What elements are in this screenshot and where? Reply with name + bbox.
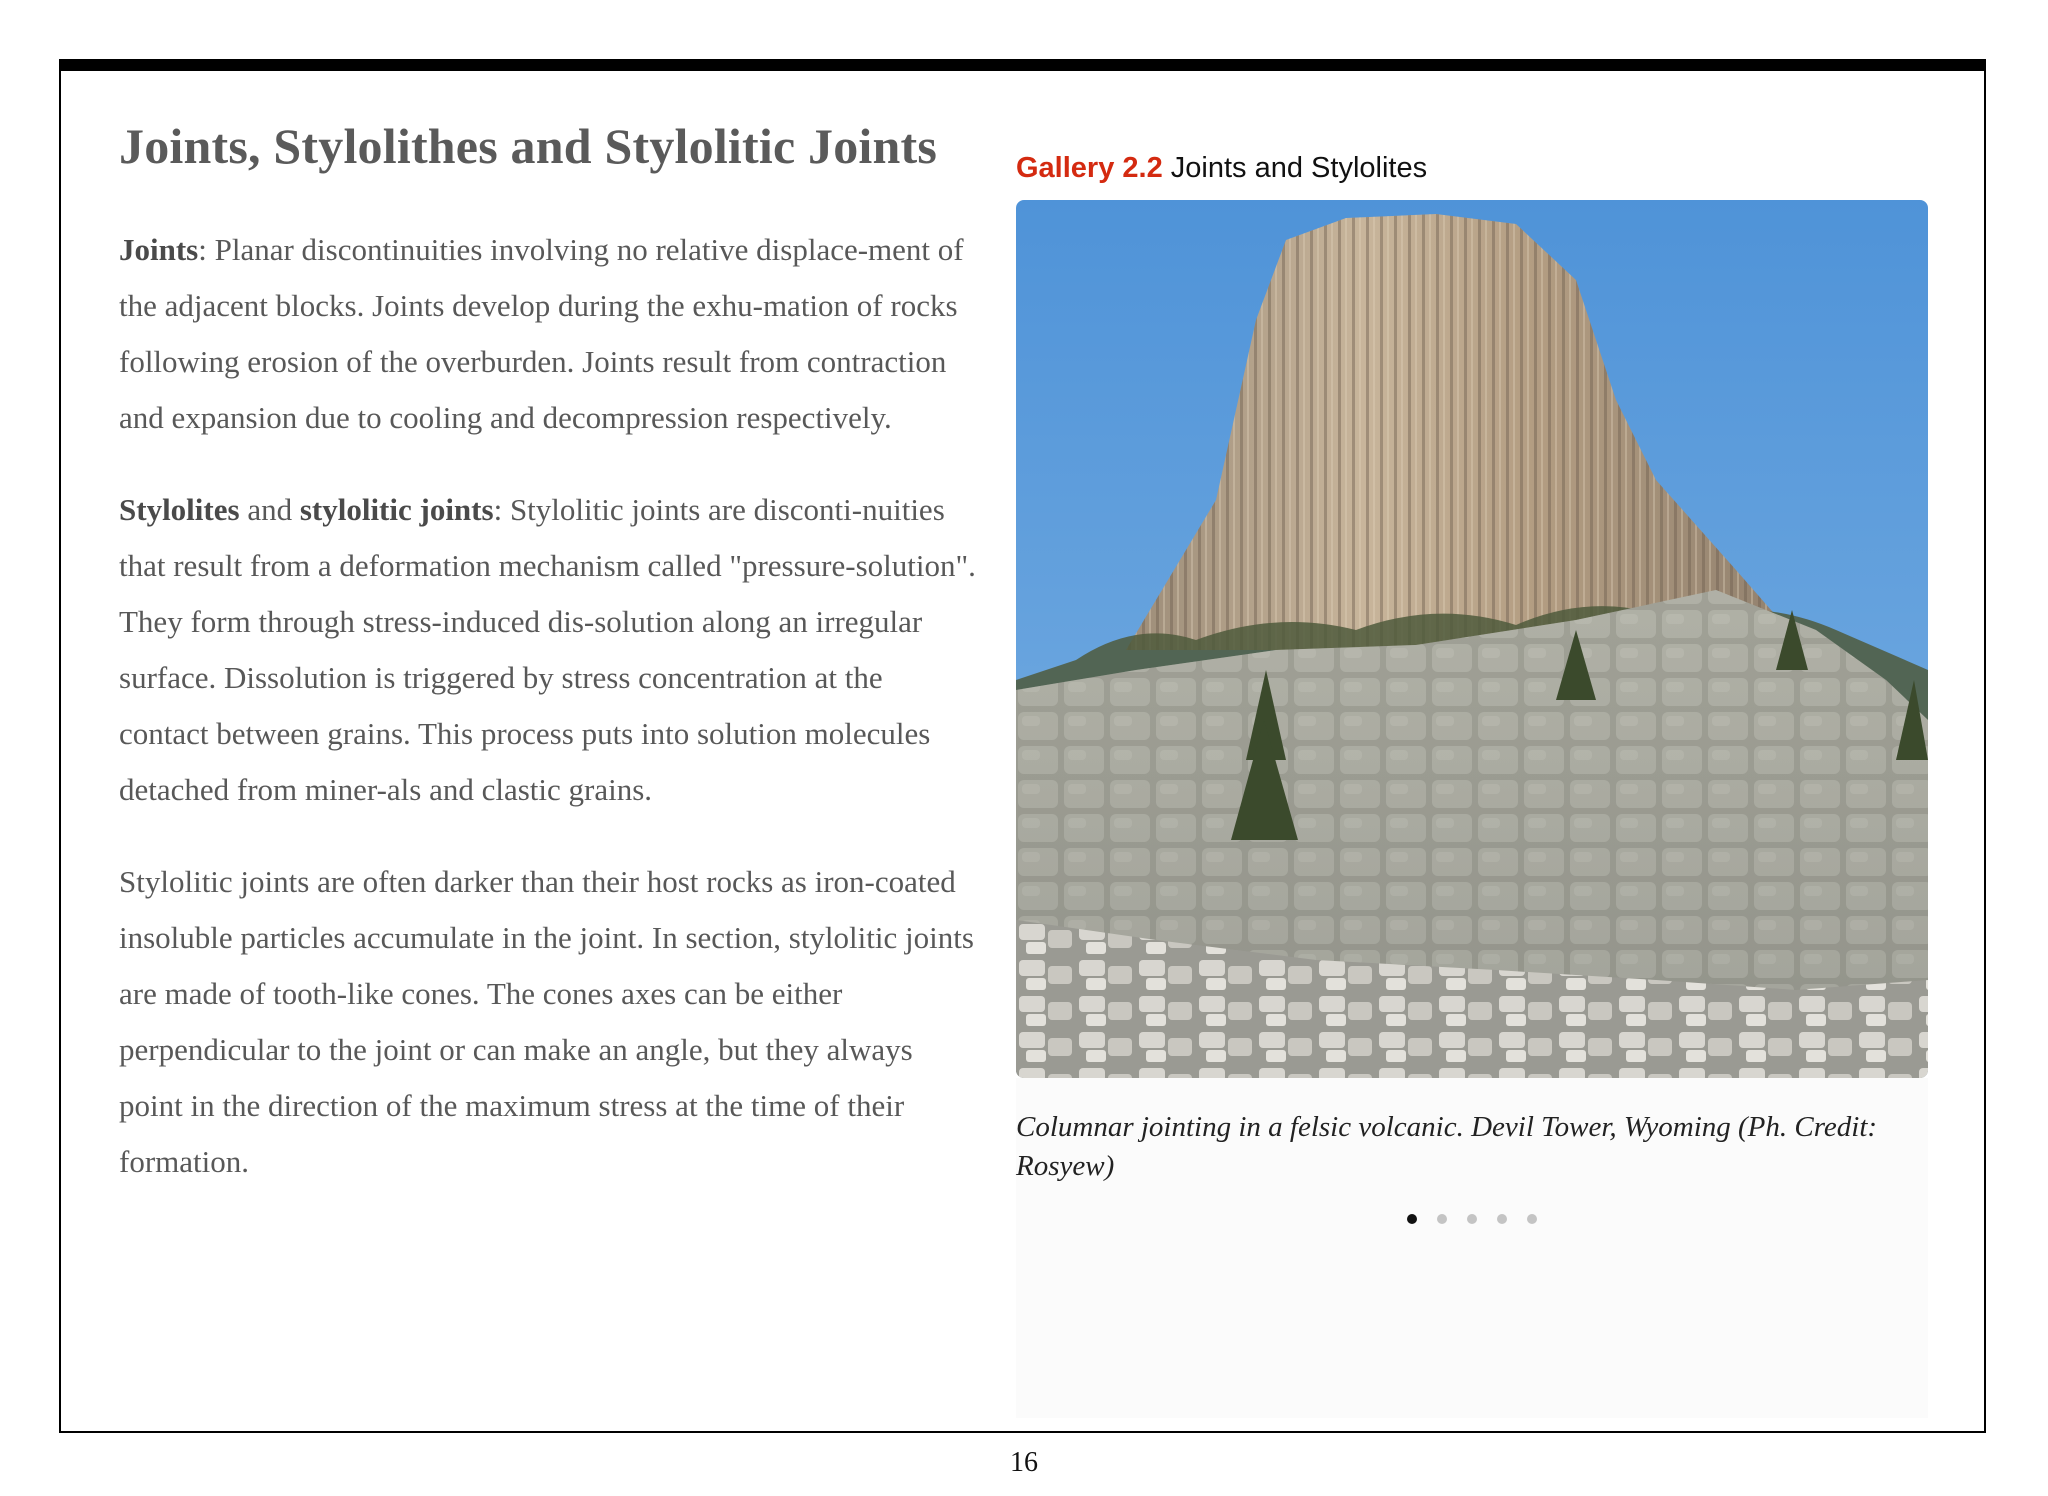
slide-dot-1[interactable] — [1407, 1214, 1417, 1224]
gallery-title: Joints and Stylolites — [1170, 152, 1428, 184]
gallery-header — [1016, 146, 1928, 190]
term-joints: Joints — [119, 232, 199, 267]
slide-indicator — [1016, 1214, 1928, 1224]
gallery-label: Gallery 2.2 — [1016, 152, 1163, 184]
slide-dot-3[interactable] — [1467, 1214, 1477, 1224]
section-title: Joints, Stylolithes and Stylolitic Joints — [119, 118, 938, 174]
joints-paragraph — [119, 222, 979, 446]
text-column — [119, 112, 979, 1226]
joints-text: : Planar discontinuities involving no relative displace-ment of the adjacent blocks. Joints develop during the exhu-mation of rocks following erosion of the overburden. Joints result from contraction and expansion due to cooling and decompression respectively. — [119, 232, 964, 435]
stylolites-text: : Stylolitic joints are disconti-nuities that result from a deformation mechanism called "pressure-solution". They form through stress-induced dis-solution along an irregular surface. Dissolution is triggered by stress concentration at the contact between grains. This process puts into solution molecules detached from miner-als and clastic grains. — [119, 492, 976, 807]
stylolitic-joints-paragraph — [119, 854, 979, 1190]
gallery-caption: Columnar jointing in a felsic volcanic. Devil Tower, Wyoming (Ph. Credit: Rosyew) — [1016, 1111, 1878, 1182]
gallery-widget — [1016, 146, 1928, 1418]
stylolitic-joints-text: Stylolitic joints are often darker than their host rocks as iron-coated insoluble particles accumulate in the joint. In section, stylolitic joints are made of tooth-like cones. The cones axes can be either perpendicular to the joint or can make an angle, but they always point in the direction of the maximum stress at the time of their formation. — [119, 864, 974, 1179]
stylolites-paragraph — [119, 482, 979, 818]
term-stylolitic-joints: stylolitic joints — [299, 492, 494, 527]
slide-dot-5[interactable] — [1527, 1214, 1537, 1224]
slide-dot-4[interactable] — [1497, 1214, 1507, 1224]
slide-dot-2[interactable] — [1437, 1214, 1447, 1224]
page-number: 16 — [1010, 1447, 1038, 1478]
gallery-photo[interactable] — [1016, 200, 1928, 1078]
devil-tower-image — [1016, 200, 1928, 1078]
term-stylolites: Stylolites — [119, 492, 240, 527]
caption-area — [1016, 1078, 1928, 1418]
connector-text: and — [239, 492, 300, 527]
